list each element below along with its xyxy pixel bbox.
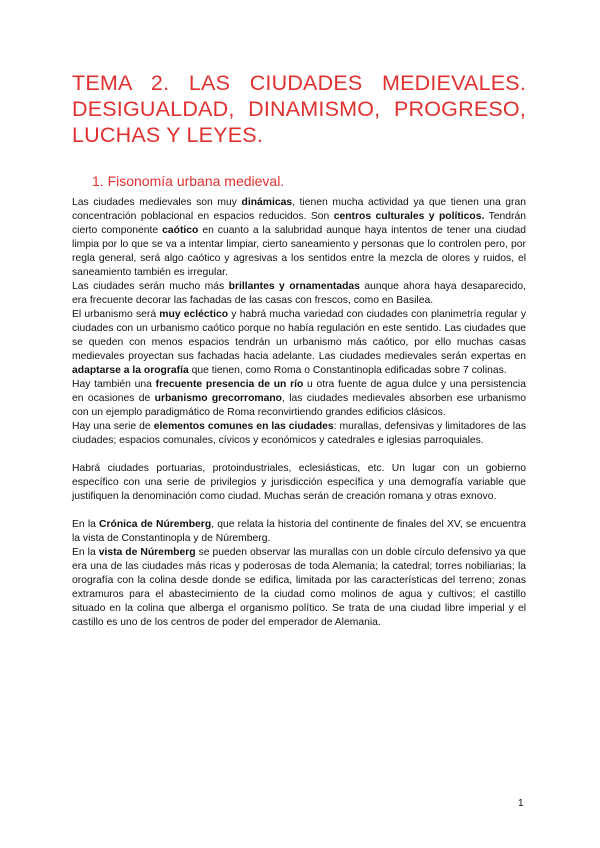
paragraph: En la Crónica de Núremberg, que relata la historia del continente de finales del XV, se encuentra la vista de Constantinopla y de Núremberg.: [72, 519, 526, 544]
paragraph: Las ciudades serán mucho más brillantes y ornamentadas aunque ahora haya desaparecido, era frecuente decorar las fachadas de las casas con frescos, como en Basilea.: [72, 281, 526, 306]
document-body: [72, 196, 526, 630]
paragraph: En la vista de Núremberg se pueden observar las murallas con un doble círculo defensivo ya que era una de las ciudades más ricas y poderosas de toda Alemania; la catedral; torres nobiliarias; la orografía con la colina desde donde se edifica, limitada por las características del terreno; zonas extramuros para el abastecimiento de la ciudad como molinos de agua y cultivos; el castillo situado en la colina que alberga el organismo político. Se trata de una ciudad libre imperial y el castillo es uno de los centros de poder del emperador de Alemania.: [72, 547, 527, 628]
paragraph: Habrá ciudades portuarias, protoindustriales, eclesiásticas, etc. Un lugar con un gobierno específico con una serie de privilegios y jurisdicción específica y una demografía variable que justifiquen la denominación como ciudad. Muchas serán de creación romana y otras exnovo.: [72, 463, 526, 502]
paragraph: Hay también una frecuente presencia de un río u otra fuente de agua dulce y una persistencia en ocasiones de urbanismo grecorromano, las ciudades medievales absorben ese urbanismo con un ejemplo paradigmático de Roma reconvirtiendo grandes edificios clásicos.: [72, 379, 527, 418]
paragraph: Las ciudades medievales son muy dinámicas, tienen mucha actividad ya que tienen una gran concentración poblacional en espacios reducidos. Son centros culturales y políticos. Tendrán cierto componente caótico en cuanto a la salubridad aunque haya intentos de tener una ciudad limpia por lo que se va a intentar limpiar, cierto saneamiento y personas que lo controlen pero, por regla general, será algo caótico y agresivas a los sentidos entre la mezcla de olores y ruidos, el saneamiento también es irregular.: [72, 197, 526, 278]
page-title: TEMA 2. LAS CIUDADES MEDIEVALES. DESIGUALDAD, DINAMISMO, PROGRESO, LUCHAS Y LEYES.: [72, 71, 526, 147]
page-number: 1: [518, 798, 524, 809]
paragraph: Hay una serie de elementos comunes en las ciudades: murallas, defensivas y limitadores de las ciudades; espacios comunales, cívicos y económicos y catedrales e iglesias parroquiales.: [72, 421, 527, 446]
paragraph: El urbanismo será muy ecléctico y habrá mucha variedad con ciudades con planimetría regular y ciudades con un urbanismo caótico porque no había regulación en este sentido. Las ciudades que se queden con menos espacios tendrán un urbanismo más caótico, por ello muchas casas medievales proyectan sus fachadas hacia adelante. Las ciudades medievales serán expertas en adaptarse a la orografía que tienen, como Roma o Constantinopla edificadas sobre 7 colinas.: [72, 309, 526, 376]
section-heading: 1. Fisonomía urbana medieval.: [92, 173, 285, 189]
